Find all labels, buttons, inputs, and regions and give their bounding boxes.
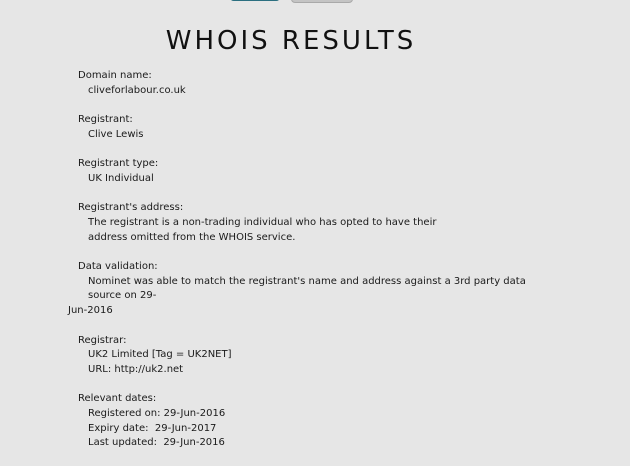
registrar-url: URL: http://uk2.net [88,363,184,375]
registrar-label: Registrar: [78,334,127,346]
top-primary-button[interactable] [230,0,280,1]
whois-record [68,69,538,466]
registrant-type-value: UK Individual [88,172,154,184]
registered-date: Registered on: 29-Jun-2016 [88,408,226,420]
address-section [68,201,538,245]
domain-value: cliveforlabour.co.uk [88,84,186,96]
address-label: Registrant's address: [78,202,184,214]
domain-section [68,69,538,98]
validation-line-1: Nominet was able to match the registrant's name and address against a 3rd party data source on 29- [88,275,526,302]
top-secondary-button[interactable] [291,0,353,3]
expiry-date: Expiry date: 29-Jun-2017 [88,422,217,434]
validation-section [68,260,538,319]
registrar-name: UK2 Limited [Tag = UK2NET] [88,349,232,361]
registrant-type-label: Registrant type: [78,158,159,170]
registrant-type-section [68,157,538,186]
dates-section [68,392,538,451]
registrant-value: Clive Lewis [88,128,144,140]
registrar-section [68,334,538,378]
domain-label: Domain name: [78,70,152,81]
address-line-2: address omitted from the WHOIS service. [88,231,296,243]
registrant-section [68,113,538,142]
page-title: WHOIS RESULTS [165,26,417,56]
validation-label: Data validation: [78,261,158,273]
address-line-1: The registrant is a non-trading individual who has opted to have their [88,216,437,228]
validation-line-2: Jun-2016 [68,305,113,317]
updated-date: Last updated: 29-Jun-2016 [88,437,225,449]
dates-label: Relevant dates: [78,393,157,405]
registrant-label: Registrant: [78,114,133,126]
